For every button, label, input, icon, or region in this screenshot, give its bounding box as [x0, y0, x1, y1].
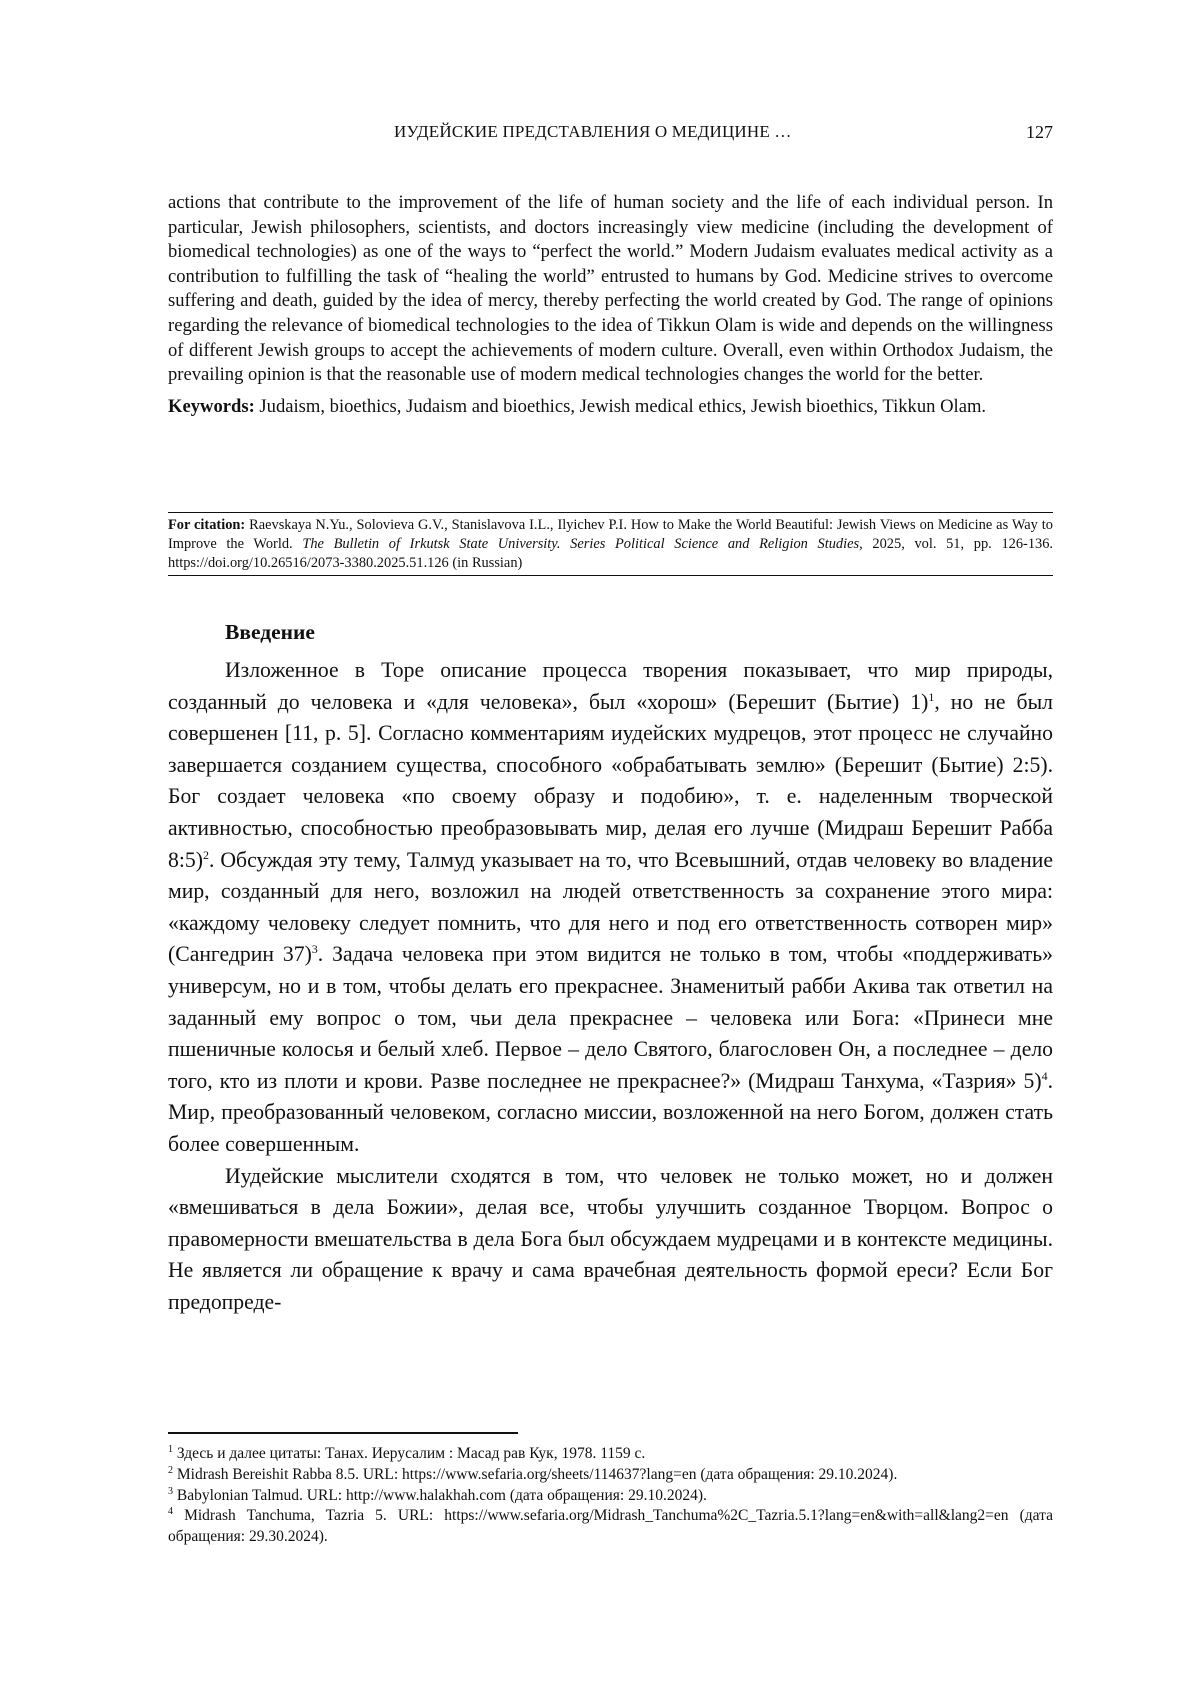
running-header-title: ИУДЕЙСКИЕ ПРЕДСТАВЛЕНИЯ О МЕДИЦИНЕ … — [394, 122, 792, 141]
paragraph-1-text: , но не был совершенен [11, p. 5]. Согласно комментариям иудейских мудрецов, этот процесс не случайно завершается созданием существа, способного «обрабатывать землю» (Берешит (Бытие) 2:5). Бог создает человека «по своему образу и подобию», т. е. наделенным творческой активностью, способностью преобразовывать мир, делая его лучше (Мидраш Берешит Рабба 8:5) — [168, 689, 1053, 872]
section-heading: Введение — [225, 620, 315, 644]
footnote-ref-2: 2 — [202, 847, 209, 862]
footnote-3 — [168, 1486, 1053, 1507]
footnote-ref-3: 3 — [311, 942, 318, 957]
paragraph-1-text: . Задача человека при этом видится не только в том, чтобы «поддерживать» универсум, но и в том, чтобы делать его прекраснее. Знаменитый рабби Акива так ответил на заданный ему вопрос о том, чьи дела прекраснее – человека или Бога: «Принеси мне пшеничные колосья и белый хлеб. Первое – дело Святого, благословен Он, а последнее – дело того, кто из плоти и крови. Разве последнее не прекраснее?» (Мидраш Танхума, «Тазрия» 5) — [168, 942, 1054, 1093]
footnote-divider — [168, 1432, 518, 1434]
citation-authors-title: Raevskaya N.Yu., Solovieva G.V., Stanislavova I.L., Ilyichev P.I. How to Make the World Beautiful: Jewish Views on Medicine as Way to Improve the World. — [168, 517, 1053, 552]
footnote-number: 2 — [168, 1464, 173, 1476]
keywords — [168, 395, 1053, 420]
keywords-label: Keywords: — [168, 395, 255, 417]
footnote-ref-1: 1 — [928, 689, 935, 704]
citation-journal: The Bulletin of Irkutsk State University. Series Political Science and Religion Studies, — [302, 535, 863, 552]
citation-label: For citation: — [168, 517, 246, 533]
paragraph-1 — [168, 655, 1053, 1161]
paragraph-1-text: . Обсуждая эту тему, Талмуд указывает на то, что Всевышний, отдав человеку во владение мир, созданный для него, возложил на людей ответственность за сохранение этого мира: «каждому человеку следует помнить, что для него и под его ответственность сотворен мир» (Сангедрин 37) — [168, 847, 1053, 967]
footnote-number: 1 — [168, 1444, 173, 1455]
paragraph-2: Иудейские мыслители сходятся в том, что человек не только может, но и должен «вмешиваться в дела Божии», делая все, чтобы улучшить созданное Творцом. Вопрос о правомерности вмешательства в дела Бога был обсуждаем мудрецами и в контексте медицины. Не является ли обращение к врачу и сама врачебная деятельность формой ереси? Если Бог предопреде- — [168, 1163, 1053, 1314]
citation-details: 2025, vol. 51, pp. 126-136. https://doi.org/10.26516/2073-3380.2025.51.126 (in Russian) — [168, 535, 1053, 571]
paragraph-1-text: . Мир, преобразованный человеком, согласно миссии, возложенной на него Богом, должен стать более совершенным. — [168, 1068, 1053, 1156]
footnote-text: Babylonian Talmud. URL: http://www.halakhah.com (дата обращения: 29.10.2024). — [176, 1486, 707, 1504]
abstract-text: actions that contribute to the improvement of the life of human society and the life of each individual person. In particular, Jewish philosophers, scientists, and doctors increasingly view medicine (including the development of biomedical technologies) as one of the ways to “perfect the world.” Modern Judaism evaluates medical activity as a contribution to fulfilling the task of “healing the world” entrusted to humans by God. Medicine strives to overcome suffering and death, guided by the idea of mercy, thereby perfecting the world created by God. The range of opinions regarding the relevance of biomedical technologies to the idea of Tikkun Olam is wide and depends on the willingness of different Jewish groups to accept the achievements of modern culture. Overall, even within Orthodox Judaism, the prevailing opinion is that the reasonable use of modern medical technologies changes the world for the better. — [168, 192, 1053, 386]
footnote-2 — [168, 1465, 1053, 1486]
page-number: 127 — [1026, 122, 1053, 142]
footnote-number: 4 — [168, 1506, 173, 1518]
footnote-number: 3 — [168, 1485, 173, 1497]
footnote-ref-4: 4 — [1041, 1068, 1048, 1083]
footnotes — [168, 1444, 1053, 1548]
footnote-text: Здесь и далее цитаты: Танах. Иерусалим : Масад рав Кук, 1978. 1159 с. — [176, 1445, 646, 1462]
abstract — [168, 191, 1053, 419]
footnote-1 — [168, 1444, 1053, 1465]
running-header — [168, 122, 1053, 148]
footnote-4 — [168, 1506, 1053, 1548]
paragraph-1-text: Изложенное в Торе описание процесса творения показывает, что мир природы, созданный до человека и «для человека», был «хорош» (Берешит (Бытие) 1) — [168, 658, 1053, 714]
citation-block — [168, 512, 1053, 576]
footnote-text: Midrash Tanchuma, Tazria 5. URL: https://www.sefaria.org/Midrash_Tanchuma%2C_Tazria.5.1?lang=en&with=all&lang2=en (дата обращения: 29.30.2024). — [168, 1507, 1053, 1546]
body-text — [168, 655, 1053, 1318]
footnote-text: Midrash Bereishit Rabba 8.5. URL: https://www.sefaria.org/sheets/114637?lang=en (дата обращения: 29.10.2024). — [176, 1465, 898, 1483]
keywords-list: Judaism, bioethics, Judaism and bioethics, Jewish medical ethics, Jewish bioethics, Tikkun Olam. — [259, 395, 987, 417]
